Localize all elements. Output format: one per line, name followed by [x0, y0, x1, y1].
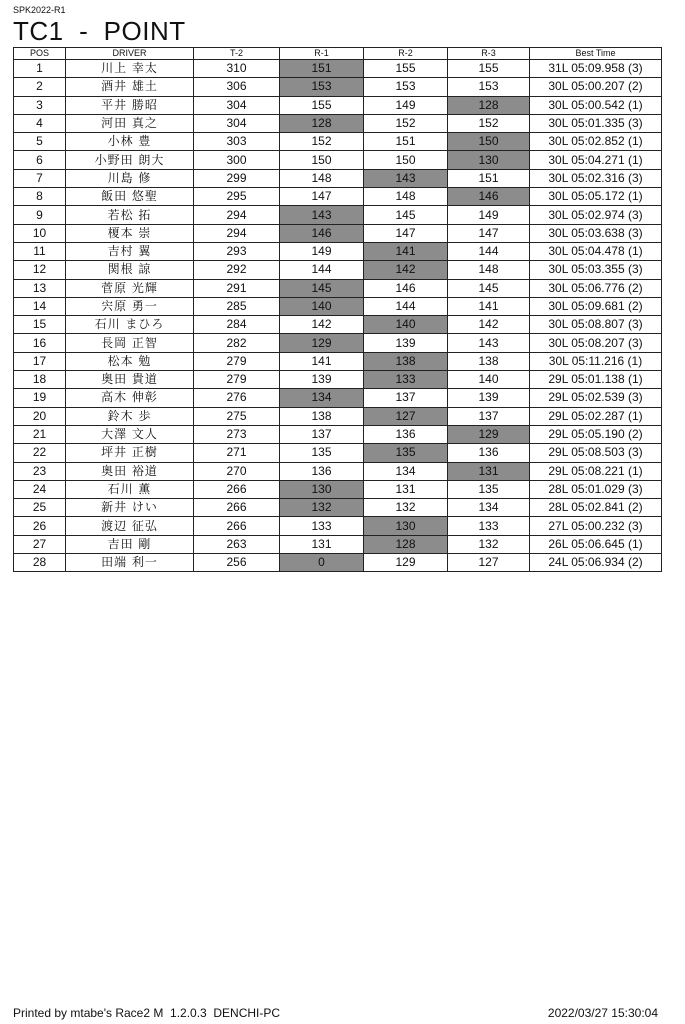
cell-best-time: 30L 05:09.681 (2) — [530, 297, 662, 315]
table-row — [14, 425, 662, 443]
cell-pos: 27 — [14, 535, 66, 553]
cell-r2: 148 — [364, 188, 448, 206]
cell-r1: 137 — [280, 425, 364, 443]
cell-best-time: 26L 05:06.645 (1) — [530, 535, 662, 553]
cell-r2: 134 — [364, 462, 448, 480]
cell-r2: 153 — [364, 78, 448, 96]
cell-t2: 276 — [194, 389, 280, 407]
cell-r3: 131 — [448, 462, 530, 480]
col-header-r1: R-1 — [280, 48, 364, 60]
table-row — [14, 224, 662, 242]
cell-pos: 14 — [14, 297, 66, 315]
cell-driver: 吉田 剛 — [66, 535, 194, 553]
cell-t2: 266 — [194, 480, 280, 498]
cell-r2: 132 — [364, 499, 448, 517]
cell-r1: 149 — [280, 242, 364, 260]
cell-driver: 石川 薫 — [66, 480, 194, 498]
cell-driver: 石川 まひろ — [66, 316, 194, 334]
cell-pos: 5 — [14, 133, 66, 151]
table-row — [14, 242, 662, 260]
cell-r1: 135 — [280, 444, 364, 462]
cell-best-time: 30L 05:08.807 (3) — [530, 316, 662, 334]
cell-driver: 新井 けい — [66, 499, 194, 517]
cell-r3: 142 — [448, 316, 530, 334]
cell-best-time: 30L 05:04.271 (1) — [530, 151, 662, 169]
cell-best-time: 30L 05:04.478 (1) — [530, 242, 662, 260]
cell-r1: 133 — [280, 517, 364, 535]
cell-r2: 129 — [364, 554, 448, 572]
table-row — [14, 316, 662, 334]
results-table — [13, 47, 662, 572]
cell-r1: 147 — [280, 188, 364, 206]
cell-best-time: 28L 05:02.841 (2) — [530, 499, 662, 517]
cell-r1: 130 — [280, 480, 364, 498]
cell-best-time: 30L 05:03.355 (3) — [530, 261, 662, 279]
cell-r2: 143 — [364, 169, 448, 187]
cell-pos: 11 — [14, 242, 66, 260]
cell-driver: 若松 拓 — [66, 206, 194, 224]
cell-r2: 139 — [364, 334, 448, 352]
cell-driver: 小林 豊 — [66, 133, 194, 151]
cell-best-time: 29L 05:02.287 (1) — [530, 407, 662, 425]
cell-t2: 271 — [194, 444, 280, 462]
cell-t2: 275 — [194, 407, 280, 425]
col-header-pos: POS — [14, 48, 66, 60]
table-row — [14, 371, 662, 389]
table-row — [14, 517, 662, 535]
cell-r1: 132 — [280, 499, 364, 517]
cell-driver: 田端 利一 — [66, 554, 194, 572]
cell-r2: 136 — [364, 425, 448, 443]
cell-pos: 10 — [14, 224, 66, 242]
print-timestamp: 2022/03/27 15:30:04 — [547, 1006, 658, 1020]
cell-r3: 127 — [448, 554, 530, 572]
cell-r1: 150 — [280, 151, 364, 169]
cell-pos: 24 — [14, 480, 66, 498]
cell-r1: 144 — [280, 261, 364, 279]
cell-driver: 川上 幸太 — [66, 60, 194, 78]
cell-t2: 273 — [194, 425, 280, 443]
cell-driver: 菅原 光輝 — [66, 279, 194, 297]
cell-r2: 142 — [364, 261, 448, 279]
cell-t2: 263 — [194, 535, 280, 553]
cell-best-time: 30L 05:05.172 (1) — [530, 188, 662, 206]
cell-pos: 12 — [14, 261, 66, 279]
cell-r3: 128 — [448, 96, 530, 114]
table-row — [14, 407, 662, 425]
cell-r3: 149 — [448, 206, 530, 224]
cell-r1: 140 — [280, 297, 364, 315]
table-row — [14, 297, 662, 315]
cell-t2: 266 — [194, 499, 280, 517]
table-row — [14, 389, 662, 407]
cell-driver: 吉村 翼 — [66, 242, 194, 260]
cell-t2: 299 — [194, 169, 280, 187]
cell-r2: 130 — [364, 517, 448, 535]
table-header-row — [14, 48, 662, 60]
cell-pos: 4 — [14, 114, 66, 132]
cell-t2: 304 — [194, 96, 280, 114]
cell-r1: 128 — [280, 114, 364, 132]
cell-r2: 140 — [364, 316, 448, 334]
cell-pos: 21 — [14, 425, 66, 443]
cell-r3: 143 — [448, 334, 530, 352]
table-row — [14, 96, 662, 114]
cell-driver: 長岡 正智 — [66, 334, 194, 352]
cell-pos: 3 — [14, 96, 66, 114]
cell-driver: 宍原 勇一 — [66, 297, 194, 315]
cell-r2: 145 — [364, 206, 448, 224]
cell-r2: 131 — [364, 480, 448, 498]
cell-driver: 坪井 正樹 — [66, 444, 194, 462]
cell-t2: 294 — [194, 224, 280, 242]
cell-r2: 150 — [364, 151, 448, 169]
cell-driver: 高木 伸彰 — [66, 389, 194, 407]
cell-best-time: 30L 05:08.207 (3) — [530, 334, 662, 352]
printed-by: Printed by mtabe's Race2 M 1.2.0.3 DENCHI-PC — [13, 1006, 281, 1020]
cell-pos: 9 — [14, 206, 66, 224]
cell-pos: 17 — [14, 352, 66, 370]
cell-t2: 304 — [194, 114, 280, 132]
cell-pos: 20 — [14, 407, 66, 425]
cell-pos: 22 — [14, 444, 66, 462]
cell-pos: 2 — [14, 78, 66, 96]
col-header-r3: R-3 — [448, 48, 530, 60]
cell-r3: 130 — [448, 151, 530, 169]
cell-r3: 152 — [448, 114, 530, 132]
cell-best-time: 30L 05:02.316 (3) — [530, 169, 662, 187]
cell-pos: 25 — [14, 499, 66, 517]
table-row — [14, 60, 662, 78]
cell-r3: 138 — [448, 352, 530, 370]
cell-r3: 155 — [448, 60, 530, 78]
cell-t2: 279 — [194, 352, 280, 370]
cell-r3: 147 — [448, 224, 530, 242]
table-row — [14, 462, 662, 480]
cell-best-time: 30L 05:02.852 (1) — [530, 133, 662, 151]
cell-r1: 139 — [280, 371, 364, 389]
cell-driver: 大澤 文人 — [66, 425, 194, 443]
cell-pos: 8 — [14, 188, 66, 206]
cell-r3: 144 — [448, 242, 530, 260]
col-header-best-time: Best Time — [530, 48, 662, 60]
cell-r3: 153 — [448, 78, 530, 96]
cell-best-time: 30L 05:06.776 (2) — [530, 279, 662, 297]
cell-best-time: 29L 05:02.539 (3) — [530, 389, 662, 407]
cell-r2: 144 — [364, 297, 448, 315]
cell-r3: 132 — [448, 535, 530, 553]
cell-r2: 155 — [364, 60, 448, 78]
cell-pos: 6 — [14, 151, 66, 169]
cell-driver: 小野田 朗大 — [66, 151, 194, 169]
page-title: TC1 - POINT — [13, 16, 186, 46]
cell-r3: 141 — [448, 297, 530, 315]
cell-t2: 292 — [194, 261, 280, 279]
col-header-r2: R-2 — [364, 48, 448, 60]
table-row — [14, 188, 662, 206]
table-row — [14, 206, 662, 224]
cell-r2: 146 — [364, 279, 448, 297]
table-row — [14, 151, 662, 169]
cell-best-time: 27L 05:00.232 (3) — [530, 517, 662, 535]
cell-r1: 142 — [280, 316, 364, 334]
cell-r1: 136 — [280, 462, 364, 480]
cell-best-time: 30L 05:00.542 (1) — [530, 96, 662, 114]
cell-r1: 0 — [280, 554, 364, 572]
cell-r3: 134 — [448, 499, 530, 517]
cell-t2: 256 — [194, 554, 280, 572]
table-row — [14, 334, 662, 352]
cell-r1: 146 — [280, 224, 364, 242]
cell-r3: 146 — [448, 188, 530, 206]
cell-best-time: 29L 05:08.503 (3) — [530, 444, 662, 462]
cell-r3: 129 — [448, 425, 530, 443]
cell-r3: 135 — [448, 480, 530, 498]
cell-best-time: 30L 05:00.207 (2) — [530, 78, 662, 96]
cell-r3: 150 — [448, 133, 530, 151]
cell-t2: 270 — [194, 462, 280, 480]
table-row — [14, 114, 662, 132]
cell-r2: 151 — [364, 133, 448, 151]
cell-best-time: 29L 05:01.138 (1) — [530, 371, 662, 389]
cell-t2: 303 — [194, 133, 280, 151]
cell-r1: 155 — [280, 96, 364, 114]
cell-r2: 137 — [364, 389, 448, 407]
cell-driver: 奥田 貴道 — [66, 371, 194, 389]
cell-r1: 148 — [280, 169, 364, 187]
table-row — [14, 279, 662, 297]
cell-driver: 河田 真之 — [66, 114, 194, 132]
cell-driver: 鈴木 歩 — [66, 407, 194, 425]
cell-r3: 136 — [448, 444, 530, 462]
cell-best-time: 28L 05:01.029 (3) — [530, 480, 662, 498]
cell-driver: 奥田 裕道 — [66, 462, 194, 480]
cell-t2: 266 — [194, 517, 280, 535]
cell-r2: 138 — [364, 352, 448, 370]
cell-driver: 飯田 悠聖 — [66, 188, 194, 206]
cell-t2: 284 — [194, 316, 280, 334]
cell-pos: 18 — [14, 371, 66, 389]
cell-pos: 7 — [14, 169, 66, 187]
cell-best-time: 30L 05:01.335 (3) — [530, 114, 662, 132]
cell-r1: 134 — [280, 389, 364, 407]
cell-r1: 152 — [280, 133, 364, 151]
cell-r1: 131 — [280, 535, 364, 553]
table-row — [14, 261, 662, 279]
cell-driver: 平井 勝昭 — [66, 96, 194, 114]
cell-best-time: 29L 05:08.221 (1) — [530, 462, 662, 480]
cell-driver: 関根 諒 — [66, 261, 194, 279]
cell-best-time: 29L 05:05.190 (2) — [530, 425, 662, 443]
cell-r3: 151 — [448, 169, 530, 187]
cell-r2: 147 — [364, 224, 448, 242]
table-row — [14, 499, 662, 517]
cell-t2: 295 — [194, 188, 280, 206]
cell-t2: 306 — [194, 78, 280, 96]
cell-driver: 渡辺 征弘 — [66, 517, 194, 535]
cell-best-time: 31L 05:09.958 (3) — [530, 60, 662, 78]
table-row — [14, 554, 662, 572]
cell-t2: 279 — [194, 371, 280, 389]
event-code: SPK2022-R1 — [13, 5, 66, 15]
cell-driver: 榎本 崇 — [66, 224, 194, 242]
cell-r1: 153 — [280, 78, 364, 96]
results-body — [14, 60, 662, 572]
cell-r2: 149 — [364, 96, 448, 114]
cell-pos: 13 — [14, 279, 66, 297]
cell-r3: 145 — [448, 279, 530, 297]
cell-t2: 300 — [194, 151, 280, 169]
cell-driver: 酒井 雄土 — [66, 78, 194, 96]
cell-pos: 26 — [14, 517, 66, 535]
cell-pos: 19 — [14, 389, 66, 407]
cell-r2: 152 — [364, 114, 448, 132]
cell-best-time: 30L 05:02.974 (3) — [530, 206, 662, 224]
cell-t2: 291 — [194, 279, 280, 297]
table-row — [14, 480, 662, 498]
cell-r1: 145 — [280, 279, 364, 297]
col-header-t2: T-2 — [194, 48, 280, 60]
cell-driver: 川島 修 — [66, 169, 194, 187]
cell-r1: 129 — [280, 334, 364, 352]
cell-r1: 138 — [280, 407, 364, 425]
cell-r3: 148 — [448, 261, 530, 279]
cell-t2: 293 — [194, 242, 280, 260]
cell-r3: 137 — [448, 407, 530, 425]
cell-driver: 松本 勉 — [66, 352, 194, 370]
cell-r2: 135 — [364, 444, 448, 462]
cell-best-time: 24L 05:06.934 (2) — [530, 554, 662, 572]
table-row — [14, 444, 662, 462]
cell-pos: 28 — [14, 554, 66, 572]
cell-pos: 16 — [14, 334, 66, 352]
col-header-driver: DRIVER — [66, 48, 194, 60]
cell-r2: 127 — [364, 407, 448, 425]
cell-t2: 285 — [194, 297, 280, 315]
cell-best-time: 30L 05:11.216 (1) — [530, 352, 662, 370]
cell-t2: 294 — [194, 206, 280, 224]
cell-r3: 133 — [448, 517, 530, 535]
cell-r3: 139 — [448, 389, 530, 407]
cell-r1: 141 — [280, 352, 364, 370]
table-row — [14, 352, 662, 370]
cell-t2: 282 — [194, 334, 280, 352]
cell-pos: 23 — [14, 462, 66, 480]
cell-r3: 140 — [448, 371, 530, 389]
table-row — [14, 169, 662, 187]
cell-r1: 151 — [280, 60, 364, 78]
table-row — [14, 78, 662, 96]
cell-r2: 141 — [364, 242, 448, 260]
table-row — [14, 133, 662, 151]
cell-pos: 15 — [14, 316, 66, 334]
cell-pos: 1 — [14, 60, 66, 78]
cell-best-time: 30L 05:03.638 (3) — [530, 224, 662, 242]
cell-r1: 143 — [280, 206, 364, 224]
cell-t2: 310 — [194, 60, 280, 78]
cell-r2: 128 — [364, 535, 448, 553]
cell-r2: 133 — [364, 371, 448, 389]
table-row — [14, 535, 662, 553]
